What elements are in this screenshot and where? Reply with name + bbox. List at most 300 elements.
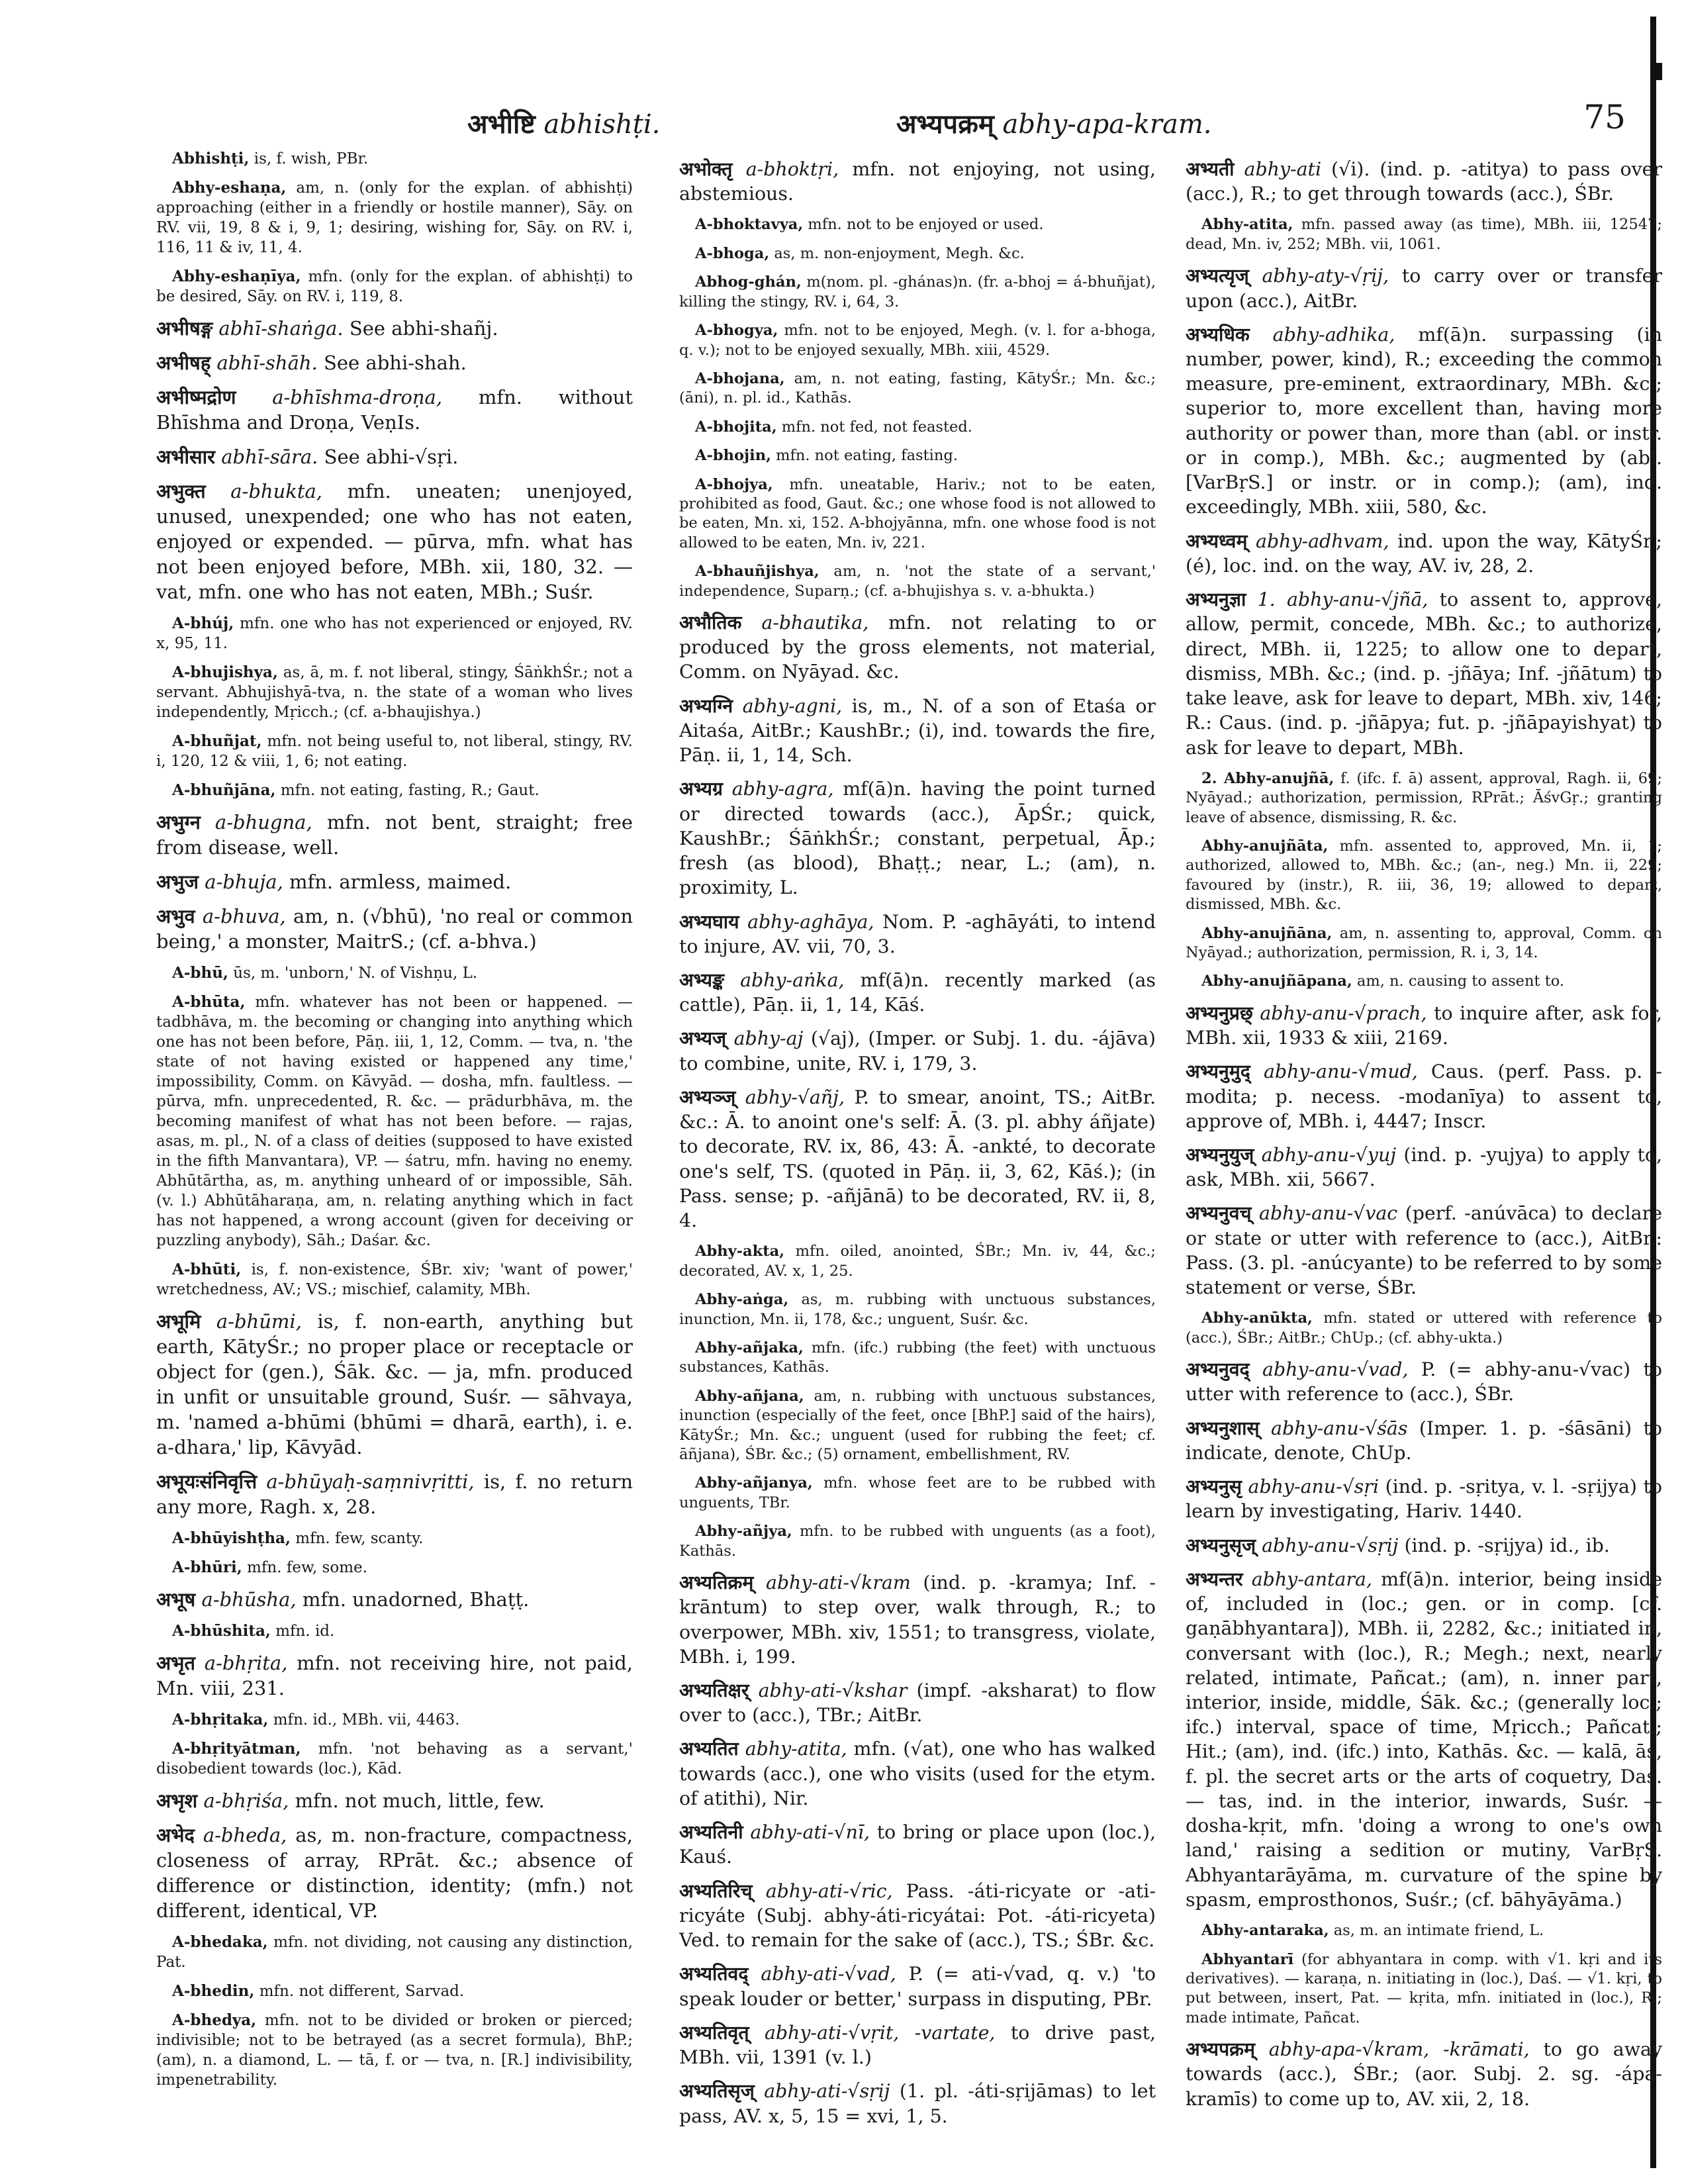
dictionary-entry (679, 1678, 1156, 1727)
dictionary-entry (1186, 972, 1662, 991)
dictionary-entry (156, 149, 633, 169)
entry-definition: mfn. id. (275, 1623, 335, 1640)
entry-definition: P. to smear, anoint, TS.; AitBr. &c.: Ā. to anoint one's self: Ā. (3. pl. abhy áñjate) to decorate, RV. ix, 86, 43: Ā. -ankté, to decorate one's self, TS. (quoted in Pāṇ. ii, 3, 62, Kāś.); (in Pass. sense; p. -añjānā) to be decorated, RV. ii, 8, 4. (679, 1086, 1156, 1232)
dictionary-entry (679, 1474, 1156, 1513)
entry-devanagari-headword: अभ्यतिवद् (679, 1963, 749, 1985)
entry-headword: Abhyantarī (1201, 1950, 1294, 1968)
entry-headword: abhy-ati-√nī, (750, 1821, 870, 1844)
entry-headword: Abhy-atita, (1201, 216, 1293, 234)
entry-definition: mfn. not bent, straight; free from disease, well. (156, 811, 633, 859)
dictionary-entry (156, 444, 633, 469)
entry-headword: a-bheda, (203, 1824, 287, 1846)
entry-devanagari-headword: अभीष्मद्रोण (156, 386, 236, 408)
entry-definition: mf(ā)n. interior, being inside of, included in (loc.; gen. or in comp. [cf. gaṇābhyantara]), MBh. ii, 2282, &c.; initiated in, conversant with (loc.), R.; Megh.; next, nearly related, intimate, Pañcat.; (am), n. inner part, interior, inside, middle, Śāk. &c.; (generally loc.; ifc.) interval, space of time, Mṛicch.; Pañcat.; Hit.; (am), ind. (ifc.) into, Kathās. &c. — kalā, ās, f. pl. the secret arts or the arts of coquetry, Daś. — tas, ind. in the interior, inwards, Suśr. — dosha-kṛit, mfn. 'doing a wrong to one's own land,' raising a sedition or mutiny, VarBṛS. Abhyantarāyāma, m. curvature of the spine by spasm, emprosthonos, Suśr.; (cf. bāhyāyāma.) (1186, 1568, 1662, 1911)
entry-headword: A-bhṛitaka, (172, 1711, 269, 1729)
dictionary-entry (679, 321, 1156, 360)
dictionary-entry (679, 369, 1156, 408)
entry-definition: mfn. few, scanty. (295, 1530, 424, 1547)
dictionary-entry (156, 663, 633, 722)
entry-devanagari-headword: अभ्यज् (679, 1027, 727, 1050)
entry-headword: abhy-ati-√kshar (758, 1679, 908, 1701)
entry-headword: abhy-anu-√vac (1259, 1202, 1398, 1225)
entry-definition: is, f. wish, PBr. (254, 150, 369, 167)
entry-definition: mfn. not being useful to, not liberal, stingy, RV. i, 120, 12 & viii, 1, 6; not eating. (156, 733, 633, 770)
dictionary-entry (156, 869, 633, 894)
entry-headword: abhy-anu-√śās (1271, 1417, 1408, 1439)
entry-devanagari-headword: अभ्यनुसृ (1186, 1476, 1242, 1498)
running-head-center-roman: abhy-apa-kram. (1002, 109, 1212, 140)
entry-definition: am, n. not eating, fasting, KātyŚr.; Mn. &c.; (āni), n. pl. id., Kathās. (679, 369, 1156, 407)
entry-definition: mfn. not to be enjoyed or used. (808, 216, 1044, 234)
entry-headword: abhy-anu-√prach, (1260, 1002, 1427, 1024)
dictionary-entry (1186, 529, 1662, 578)
entry-headword: 1. abhy-anu-√jñā, (1257, 589, 1428, 611)
dictionary-entry (156, 316, 633, 341)
entry-headword: a-bhugna, (214, 811, 312, 833)
entry-headword: A-bhūri, (172, 1558, 242, 1576)
column-1 (156, 149, 633, 2155)
entry-devanagari-headword: अभ्यतिक्षर् (679, 1679, 749, 1701)
entry-devanagari-headword: अभ्यञ्ज् (679, 1086, 736, 1108)
entry-definition: as, m. an intimate friend, L. (1333, 1922, 1544, 1940)
dictionary-entry (679, 418, 1156, 437)
entry-definition: to inquire after, ask for, MBh. xii, 1933 & xiii, 2169. (1186, 1002, 1662, 1049)
entry-devanagari-headword: अभृत (156, 1652, 196, 1674)
entry-headword: abhy-√añj, (745, 1086, 845, 1108)
dictionary-entry (679, 1339, 1156, 1378)
dictionary-entry (679, 244, 1156, 263)
entry-devanagari-headword: अभ्यनुप्रछ् (1186, 1002, 1253, 1024)
dictionary-entry (1186, 1921, 1662, 1940)
entry-definition: is, f. non-earth, anything but earth, KātyŚr.; no proper place or receptacle or object for (gen.), Śāk. &c. — ja, mfn. produced in unfit or unsuitable ground, Suśr. — sāhvaya, m. 'named a-bhūmi (bhūmi = dharā, earth), i. e. a-dhara,' lip, Kāvyād. (156, 1310, 633, 1458)
entry-definition: mfn. not much, little, few. (295, 1789, 545, 1812)
dictionary-entry (1186, 1001, 1662, 1050)
entry-headword: Abhishṭi, (172, 150, 250, 167)
entry-headword: a-bhoktṛi, (745, 158, 839, 180)
page-header (123, 98, 1632, 144)
entry-devanagari-headword: अभीषङ्ग (156, 317, 213, 340)
entry-definition: am, n. (√bhū), 'no real or common being,' a monster, MaitrS.; (cf. a-bhva.) (156, 905, 633, 953)
entry-headword: a-bhūmi, (216, 1310, 302, 1333)
entry-headword: abhī-shāh. (216, 352, 318, 374)
entry-headword: Abhy-añjana, (695, 1387, 804, 1405)
entry-definition: mf(ā)n. having the point turned or directed towards (acc.), ĀpŚr.; quick, KaushBr.; ŚāṅkhŚr.; constant, perpetual, Āp.; fresh (as blood), Bhaṭṭ.; near, L.; (am), n. proximity, L. (679, 778, 1156, 899)
entry-headword: Abhy-eshaṇīya, (172, 267, 301, 285)
entry-definition: mfn. to be rubbed with unguents (as a foot), Kathās. (679, 1523, 1156, 1560)
entry-devanagari-headword: अभ्यनुयुज् (1186, 1143, 1254, 1166)
dictionary-entry (679, 1570, 1156, 1669)
entry-definition: See abhi-shañj. (349, 317, 498, 340)
entry-headword: abhy-ati-√ric, (765, 1879, 893, 1902)
entry-definition: is, f. no return any more, Ragh. x, 28. (156, 1470, 633, 1518)
entry-definition: mfn. not to be enjoyed, Megh. (v. l. for a-bhoga, q. v.); not to be enjoyed sexually, MBh. xiii, 4529. (679, 322, 1156, 359)
entry-headword: abhy-ati-√kram (765, 1572, 911, 1594)
dictionary-entry (679, 215, 1156, 234)
entry-headword: A-bhuñjāna, (172, 781, 276, 799)
entry-headword: A-bhṛityātman, (172, 1740, 301, 1758)
entry-definition: mfn. uneaten; unenjoyed, unused, unexpended; one who has not eaten, enjoyed or expended. — pūrva, mfn. what has not been enjoyed before, MBh. xii, 180, 32. — vat, mfn. one who has not eaten, MBh.; Suśr. (156, 480, 633, 603)
entry-definition: mfn. not enjoying, not using, abstemious. (679, 158, 1156, 205)
dictionary-entry (679, 1736, 1156, 1811)
dictionary-entry (679, 562, 1156, 601)
entry-definition: (ind. p. -sṛitya, v. l. -sṛijya) to learn by investigating, Hariv. 1440. (1186, 1476, 1662, 1523)
entry-definition: ind. upon the way, KātyŚr.; (é), loc. ind. on the way, AV. iv, 28, 2. (1186, 530, 1662, 577)
entry-definition: mf(ā)n. recently marked (as cattle), Pāṇ. ii, 1, 14, Kāś. (679, 969, 1156, 1016)
dictionary-entry (156, 1710, 633, 1730)
entry-definition: mfn. not fed, not feasted. (781, 418, 972, 436)
entry-devanagari-headword: अभ्यधिक (1186, 323, 1250, 346)
dictionary-entry (1186, 1567, 1662, 1912)
entry-definition: f. (ifc. f. ā) assent, approval, Ragh. ii, 69; Nyāyad.; authorization, permission, RPrāt.; ĀśvGṛ.; granting leave of absence, dismissing, R. &c. (1186, 769, 1662, 826)
entry-headword: abhy-anu-√sṛi (1248, 1476, 1380, 1498)
entry-definition: mfn. not receiving hire, not paid, Mn. viii, 231. (156, 1652, 633, 1699)
dictionary-entry (1186, 924, 1662, 963)
dictionary-entry (1186, 1143, 1662, 1192)
entry-definition: mfn. unadorned, Bhaṭṭ. (302, 1588, 530, 1611)
dictionary-entry (156, 732, 633, 771)
entry-devanagari-headword: अभ्यनुवद् (1186, 1358, 1250, 1381)
dictionary-entry (156, 1558, 633, 1578)
entry-definition: mfn. whatever has not been or happened. — tadbhāva, m. the becoming or changing into anything which one has not been before, Pāṇ. iii, 1, 12, Comm. — tva, n. 'the state of not having existed or happened any time,' impossibility, Comm. on Kāvyād. — dosha, mfn. faultless. — pūrva, mfn. unprecedented, R. &c. — prādurbhāva, m. the becoming manifest of what has not been before. — rajas, asas, m. pl., N. of a class of deities (supposed to have existed in the fifth Manvantara), VP. — śatru, mfn. having no enemy. Abhūtārtha, as, m. anything unheard of or impossible, Sāh. (v. l.) Abhūtāharaṇa, am, n. relating anything which in fact has not happened, a wrong account (given for deceiving or puzzling anybody), Sāh.; Daśar. &c. (156, 994, 633, 1249)
dictionary-entry (679, 1242, 1156, 1281)
entry-definition: (perf. -anúvāca) to declare or state or utter with reference to (acc.), AitBr.: Pass. (3. pl. -anúcyante) to be referred to by some statement or verse, ŚBr. (1186, 1202, 1662, 1299)
entry-definition: to assent to, approve, allow, permit, concede, MBh. &c.; to authorize, direct, MBh. ii, 1225; to allow one to depart, dismiss, MBh. &c.; (ind. p. -jñāya; Inf. -jñātum) to take leave, ask for leave to depart, MBh. xiv, 146; R.: Caus. (ind. p. -jñāpya; fut. p. -jñāpayishyat) to ask for leave to depart, MBh. (1186, 589, 1662, 759)
dictionary-entry (156, 479, 633, 604)
running-head-center (896, 105, 1211, 141)
entry-headword: abhy-anu-√sṛij (1262, 1534, 1399, 1556)
dictionary-entry (156, 1587, 633, 1612)
dictionary-entry (156, 992, 633, 1251)
dictionary-entry (679, 610, 1156, 685)
entry-headword: abhy-ati-√sṛij (764, 2080, 890, 2103)
entry-devanagari-headword: अभ्यतिक्रम् (679, 1572, 754, 1594)
entry-definition: to bring or place upon (loc.), Kauś. (679, 1821, 1156, 1868)
entry-definition: Caus. (perf. Pass. p. -modita; p. necess. -modanīya) to assent to, approve of, MBh. i, 4447; Inscr. (1186, 1061, 1662, 1132)
entry-headword: abhy-aty-√ṛij, (1262, 265, 1389, 287)
entry-headword: A-bhedaka, (172, 1933, 268, 1951)
entry-headword: abhy-agra, (731, 778, 834, 800)
entry-headword: 2. Abhy-anujñā, (1201, 769, 1335, 787)
entry-headword: A-bhū, (172, 964, 228, 982)
dictionary-entry (1186, 2037, 1662, 2111)
entry-devanagari-headword: अभ्यतिवृत् (679, 2021, 749, 2044)
entry-definition: See abhi-shah. (324, 352, 467, 374)
entry-devanagari-headword: अभुग्न (156, 811, 201, 833)
dictionary-entry (156, 1529, 633, 1548)
dictionary-entry (679, 1522, 1156, 1561)
entry-headword: abhy-antara, (1251, 1568, 1372, 1590)
entry-definition: mfn. assented to, approved, Mn. ii, 1; authorized, allowed to, MBh. &c.; (an-, neg.) Mn. ii, 229; favoured by (instr.), R. iii, 36, 19; allowed to depart, dismissed, MBh. &c. (1186, 837, 1662, 914)
entry-headword: abhy-adhvam, (1256, 530, 1389, 552)
entry-definition: (for abhyantara in comp. with √1. kṛi and its derivatives). — karaṇa, n. initiating in (loc.), Daś. — √1. kṛi, to put between, insert, Pat. — kṛita, mfn. initiated in (loc.), R.; made intimate, Pañcat. (1186, 1950, 1662, 2026)
entry-definition: mfn. stated or uttered with reference to (acc.), ŚBr.; AitBr.; ChUp.; (cf. abhy-ukta.) (1186, 1309, 1662, 1347)
entry-definition: Nom. P. -aghāyáti, to intend to injure, AV. vii, 70, 3. (679, 910, 1156, 957)
entry-devanagari-headword: अभ्यपक्रम् (1186, 2038, 1255, 2061)
dictionary-entry (156, 178, 633, 258)
entry-headword: Abhog-ghán, (695, 273, 802, 291)
entry-definition: ūs, m. 'unborn,' N. of Vishṇu, L. (233, 965, 478, 982)
entry-definition: to drive past, MBh. vii, 1391 (v. l.) (679, 2021, 1156, 2069)
dictionary-entry (679, 1879, 1156, 1953)
dictionary-entry (1186, 587, 1662, 760)
entry-headword: A-bhojita, (695, 418, 777, 436)
column-2 (679, 149, 1156, 2155)
entry-devanagari-headword: अभ्यनुवच् (1186, 1202, 1252, 1225)
dictionary-entry (156, 267, 633, 307)
entry-definition: (Imper. 1. p. -śāsāni) to indicate, denote, ChUp. (1186, 1417, 1662, 1464)
running-head-left-devanagari: अभीष्टि (467, 109, 536, 140)
entry-devanagari-headword: अभूयःसंनिवृत्ति (156, 1470, 258, 1493)
entry-devanagari-headword: अभ्यतिनी (679, 1821, 743, 1844)
entry-definition: am, n. assenting to, approval, Comm. on Nyāyad.; authorization, permission, R. i, 3, 14. (1186, 924, 1662, 961)
entry-headword: a-bhṛiśa, (203, 1789, 289, 1812)
entry-headword: A-bhūshita, (172, 1622, 271, 1640)
dictionary-entry (679, 273, 1156, 312)
entry-devanagari-headword: अभुक्त (156, 480, 206, 502)
dictionary-entry (1186, 1416, 1662, 1465)
entry-headword: abhy-aghāya, (747, 910, 874, 933)
entry-headword: abhy-aj (733, 1027, 804, 1050)
entry-definition: m(nom. pl. -ghánas)n. (fr. a-bhoj = á-bhuñjat), killing the stingy, RV. i, 64, 3. (679, 273, 1156, 310)
entry-headword: abhy-ati-√vṛit, -vartate, (764, 2021, 996, 2044)
entry-headword: A-bhauñjishya, (695, 563, 820, 581)
entry-headword: A-bhojin, (695, 447, 771, 465)
dictionary-entry (1186, 1201, 1662, 1300)
column-3 (1186, 149, 1662, 2155)
entry-definition: mfn. uneatable, Hariv.; not to be eaten, prohibited as food, Gaut. &c.; one whose food is not allowed to be eaten, Mn. xi, 152. A-bhojyānna, mfn. one whose food is not allowed to be eaten, Mn. iv, 221. (679, 475, 1156, 551)
entry-definition: mfn. passed away (as time), MBh. iii, 12547; dead, Mn. iv, 252; MBh. vii, 1061. (1186, 216, 1662, 253)
dictionary-page-body (156, 149, 1662, 2155)
entry-devanagari-headword: अभुव (156, 905, 195, 927)
entry-definition: mfn. not relating to or produced by the gross elements, not material, Comm. on Nyāyad. &c. (679, 611, 1156, 683)
dictionary-entry (1186, 1059, 1662, 1133)
dictionary-entry (1186, 1474, 1662, 1523)
dictionary-entry (1186, 1533, 1662, 1558)
dictionary-entry (156, 1981, 633, 2001)
dictionary-entry (156, 904, 633, 954)
entry-definition: mfn. one who has not experienced or enjoyed, RV. x, 95, 11. (156, 615, 633, 652)
dictionary-entry (156, 963, 633, 983)
entry-headword: A-bhoktavya, (695, 216, 804, 234)
entry-headword: abhī-sāra. (221, 446, 318, 468)
running-head-left-roman: abhishṭi. (543, 109, 661, 140)
dictionary-entry (679, 1820, 1156, 1869)
entry-definition: as, m. non-enjoyment, Megh. &c. (774, 244, 1025, 262)
dictionary-entry (1186, 157, 1662, 206)
entry-devanagari-headword: अभ्यनुशास् (1186, 1417, 1260, 1439)
entry-definition: (ind. p. -yujya) to apply to, ask, MBh. xii, 5667. (1186, 1143, 1662, 1191)
dictionary-entry (679, 446, 1156, 465)
dictionary-entry (156, 614, 633, 653)
entry-definition: (ind. p. -kramya; Inf. -krāntum) to step over, walk through, R.; to overpower, MBh. xiv, 1551; to transgress, violate, MBh. i, 199. (679, 1572, 1156, 1668)
entry-devanagari-headword: अभ्यध्वम् (1186, 530, 1248, 552)
entry-definition: P. (= ati-√vad, q. v.) 'to speak louder or better,' surpass in disputing, PBr. (679, 1963, 1156, 2010)
dictionary-entry (156, 350, 633, 375)
entry-headword: A-bhedya, (172, 2011, 257, 2029)
entry-headword: A-bhúj, (172, 614, 234, 632)
dictionary-entry (1186, 215, 1662, 254)
entry-definition: mfn. (only for the explan. of abhishṭi) to be desired, Sāy. on RV. i, 119, 8. (156, 268, 633, 305)
entry-devanagari-headword: अभीषह् (156, 352, 211, 374)
dictionary-entry (679, 968, 1156, 1017)
page-number: 75 (1583, 98, 1626, 136)
entry-devanagari-headword: अभोक्तृ (679, 158, 733, 180)
entry-definition: (ind. p. -sṛijya) id., ib. (1404, 1534, 1610, 1556)
dictionary-entry (679, 1962, 1156, 2011)
entry-devanagari-headword: अभ्यत्यृज् (1186, 265, 1249, 287)
entry-definition: mfn. armless, maimed. (289, 871, 512, 893)
entry-devanagari-headword: अभ्यन्तर (1186, 1568, 1243, 1590)
entry-headword: A-bhuñjat, (172, 732, 262, 750)
entry-headword: Abhy-añjaka, (695, 1339, 804, 1356)
entry-definition: mfn. id., MBh. vii, 4463. (273, 1711, 460, 1729)
dictionary-entry (156, 1788, 633, 1813)
entry-devanagari-headword: अभ्यङ्क (679, 969, 724, 992)
entry-definition: mfn. (√at), one who has walked towards (acc.), one who visits (used for the etym. of atithi), Nir. (679, 1738, 1156, 1809)
entry-devanagari-headword: अभ्यनुज्ञा (1186, 589, 1246, 611)
dictionary-entry (156, 1621, 633, 1641)
dictionary-entry (679, 1026, 1156, 1075)
entry-devanagari-headword: अभ्यतित (679, 1738, 739, 1760)
dictionary-entry (679, 1290, 1156, 1329)
entry-devanagari-headword: अभूष (156, 1588, 196, 1611)
entry-definition: mfn. 'not behaving as a servant,' disobedient towards (loc.), Kād. (156, 1740, 633, 1778)
dictionary-entry (156, 1309, 633, 1460)
entry-definition: as, m. rubbing with unctuous substances, inunction, Mn. ii, 178, &c.; unguent, Suśr. &c. (679, 1291, 1156, 1328)
dictionary-entry (156, 1739, 633, 1779)
entry-devanagari-headword: अभ्यतिरिच् (679, 1879, 753, 1902)
entry-devanagari-headword: अभृश (156, 1789, 198, 1812)
entry-definition: am, n. rubbing with unctuous substances, inunction (especially of the feet, once [BhP.] said of the hairs), KātyŚr.; Mn. &c.; unguent (used for rubbing the feet; cf. āñjana), ŚBr. &c.; (5) ornament, embellishment, RV. (679, 1387, 1156, 1464)
entry-definition: as, m. non-fracture, compactness, closeness of array, RPrāt. &c.; absence of difference or distinction, identity; (mfn.) not different, identical, VP. (156, 1824, 633, 1922)
entry-definition: mfn. not eating, fasting, R.; Gaut. (280, 782, 539, 799)
entry-devanagari-headword: अभौतिक (679, 611, 742, 634)
entry-definition: mfn. few, some. (247, 1559, 367, 1576)
entry-devanagari-headword: अभूमि (156, 1310, 201, 1333)
entry-definition: am, n. 'not the state of a servant,' independence, Suparṇ.; (cf. a-bhujishya s. v. a-bhukta.) (679, 563, 1156, 600)
entry-definition: am, n. (only for the explan. of abhishṭi) approaching (either in a friendly or hostile manner), Sāy. on RV. vii, 19, 8 & i, 9, 1; desiring, wishing for, Sāy. on RV. i, 116, 11 & iv, 11, 4. (156, 179, 633, 256)
entry-headword: a-bhūsha, (201, 1588, 297, 1611)
entry-devanagari-headword: अभ्यग्नि (679, 694, 733, 717)
entry-headword: abhy-adhika, (1272, 323, 1395, 346)
entry-definition: to carry over or transfer upon (acc.), AitBr. (1186, 265, 1662, 312)
dictionary-entry (679, 2079, 1156, 2128)
entry-definition: (impf. -aksharat) to flow over to (acc.), TBr.; AitBr. (679, 1679, 1156, 1727)
entry-definition: am, n. causing to assent to. (1356, 973, 1565, 990)
entry-devanagari-headword: अभ्यग्र (679, 778, 724, 800)
entry-headword: abhy-anu-√vad, (1262, 1358, 1409, 1381)
dictionary-entry (156, 1823, 633, 1923)
entry-headword: abhy-aṅka, (740, 969, 845, 992)
entry-headword: abhy-anu-√yuj (1261, 1143, 1397, 1166)
dictionary-entry (1186, 769, 1662, 828)
entry-headword: A-bhūyishṭha, (172, 1529, 291, 1547)
dictionary-entry (1186, 1950, 1662, 2028)
entry-definition: is, m., N. of a son of Etaśa or Aitaśa, AitBr.; KaushBr.; (i), ind. towards the fire, Pāṇ. ii, 1, 14, Sch. (679, 694, 1156, 767)
dictionary-entry (1186, 837, 1662, 915)
dictionary-entry (156, 781, 633, 800)
entry-headword: abhy-agni, (742, 694, 843, 717)
entry-headword: a-bhūyaḥ-saṃnivṛitti, (266, 1470, 475, 1493)
entry-headword: a-bhīshma-droṇa, (272, 386, 443, 408)
entry-headword: Abhy-antaraka, (1201, 1922, 1329, 1940)
dictionary-entry (679, 475, 1156, 553)
entry-headword: abhy-ati-√vad, (761, 1963, 896, 1985)
entry-headword: a-bhautika, (761, 611, 869, 634)
entry-headword: Abhy-añjanya, (695, 1474, 813, 1492)
dictionary-entry (679, 2020, 1156, 2069)
entry-headword: Abhy-anujñāpana, (1201, 973, 1352, 990)
entry-headword: Abhy-anujñāta, (1201, 837, 1329, 855)
entry-definition: mf(ā)n. surpassing (in number, power, kind), R.; exceeding the common measure, pre-eminent, extraordinary, MBh. &c.; superior to, more excellent than, having more authority or power than, more than (abl. or instr. or in comp.), MBh. &c.; augmented by (abl. [VarBṛS.] or instr. or in comp.); (am), ind. exceedingly, MBh. xiii, 580, &c. (1186, 323, 1662, 518)
entry-headword: A-bhedin, (172, 1982, 255, 2000)
entry-headword: a-bhukta, (230, 480, 322, 502)
dictionary-entry (156, 1260, 633, 1300)
dictionary-entry (679, 777, 1156, 900)
entry-definition: (√aj), (Imper. or Subj. 1. du. -ájāva) to combine, unite, RV. i, 179, 3. (679, 1027, 1156, 1074)
entry-definition: See abhi-√sṛi. (324, 446, 459, 468)
entry-headword: Abhy-anujñāna, (1201, 924, 1333, 942)
dictionary-entry (679, 157, 1156, 206)
entry-headword: abhy-anu-√mud, (1264, 1061, 1418, 1083)
entry-definition: mfn. (ifc.) rubbing (the feet) with unctuous substances, Kathās. (679, 1339, 1156, 1376)
dictionary-entry (156, 1932, 633, 1972)
dictionary-entry (156, 1469, 633, 1519)
entry-definition: Pass. -áti-ricyate or -ati-ricyáte (Subj. abhy-áti-ricyátai: Pot. -áti-ricyeta) Ved. to remain for the sake of (acc.), TS.; ŚBr. &c. (679, 1879, 1156, 1952)
entry-headword: Abhy-eshaṇa, (172, 179, 287, 197)
entry-definition: mfn. whose feet are to be rubbed with unguents, TBr. (679, 1474, 1156, 1511)
entry-headword: abhy-ati (1244, 158, 1322, 180)
entry-headword: Abhy-aṅga, (695, 1291, 789, 1309)
entry-headword: abhī-shaṅga. (218, 317, 344, 340)
entry-devanagari-headword: अभ्यनुमुद् (1186, 1061, 1250, 1083)
entry-headword: A-bhogya, (695, 322, 778, 340)
entry-definition: P. (= abhy-anu-√vac) to utter with reference to (acc.), ŚBr. (1186, 1358, 1662, 1405)
entry-headword: Abhy-añjya, (695, 1523, 792, 1541)
entry-definition: mfn. not to be divided or broken or pierced; indivisible; not to be betrayed (as a secret formula), BhP.; (am), n. a diamond, L. — tā, f. or — tva, n. [R.] indivisibility, impenetrability. (156, 2012, 633, 2089)
dictionary-entry (679, 1085, 1156, 1233)
dictionary-entry (156, 1650, 633, 1701)
entry-definition: mfn. not different, Sarvad. (259, 1983, 465, 2000)
entry-devanagari-headword: अभ्यती (1186, 158, 1235, 180)
entry-headword: A-bhoga, (695, 244, 770, 262)
entry-headword: a-bhuja, (205, 871, 283, 893)
dictionary-entry (679, 1387, 1156, 1465)
running-head-center-devanagari: अभ्यपक्रम् (896, 109, 994, 140)
entry-devanagari-headword: अभीसार (156, 446, 216, 468)
entry-devanagari-headword: अभ्यनुसृज् (1186, 1534, 1256, 1556)
entry-definition: mfn. without Bhīshma and Droṇa, VeṇIs. (156, 386, 633, 434)
entry-definition: (1. pl. -áti-sṛijāmas) to let pass, AV. x, 5, 15 = xvi, 1, 5. (679, 2080, 1156, 2127)
entry-definition: (√i). (ind. p. -atitya) to pass over (acc.), R.; to get through towards (acc.), ŚBr. (1186, 158, 1662, 205)
entry-headword: A-bhujishya, (172, 663, 278, 681)
entry-definition: mfn. oiled, anointed, ŚBr.; Mn. iv, 44, &c.; decorated, AV. x, 1, 25. (679, 1243, 1156, 1280)
dictionary-entry (156, 810, 633, 860)
entry-devanagari-headword: अभ्यतिसृज् (679, 2080, 755, 2103)
entry-headword: a-bhuva, (202, 905, 286, 927)
entry-definition: mfn. not eating, fasting. (776, 447, 958, 465)
entry-headword: abhy-atita, (745, 1738, 847, 1760)
entry-headword: A-bhojana, (695, 369, 785, 387)
dictionary-entry (1186, 1357, 1662, 1406)
entry-devanagari-headword: अभ्यघाय (679, 910, 739, 933)
entry-definition: mfn. not dividing, not causing any distinction, Pat. (156, 1934, 633, 1971)
entry-definition: to go away towards (acc.), ŚBr.; (aor. Subj. 2. sg. -ápa-kramīs) to come up to, AV. xii, 2, 18. (1186, 2038, 1662, 2110)
dictionary-entry (679, 694, 1156, 768)
entry-devanagari-headword: अभेद (156, 1824, 195, 1846)
entry-definition: is, f. non-existence, ŚBr. xiv; 'want of power,' wretchedness, AV.; VS.; mischief, calamity, MBh. (156, 1261, 633, 1298)
entry-headword: Abhy-anūkta, (1201, 1309, 1313, 1327)
